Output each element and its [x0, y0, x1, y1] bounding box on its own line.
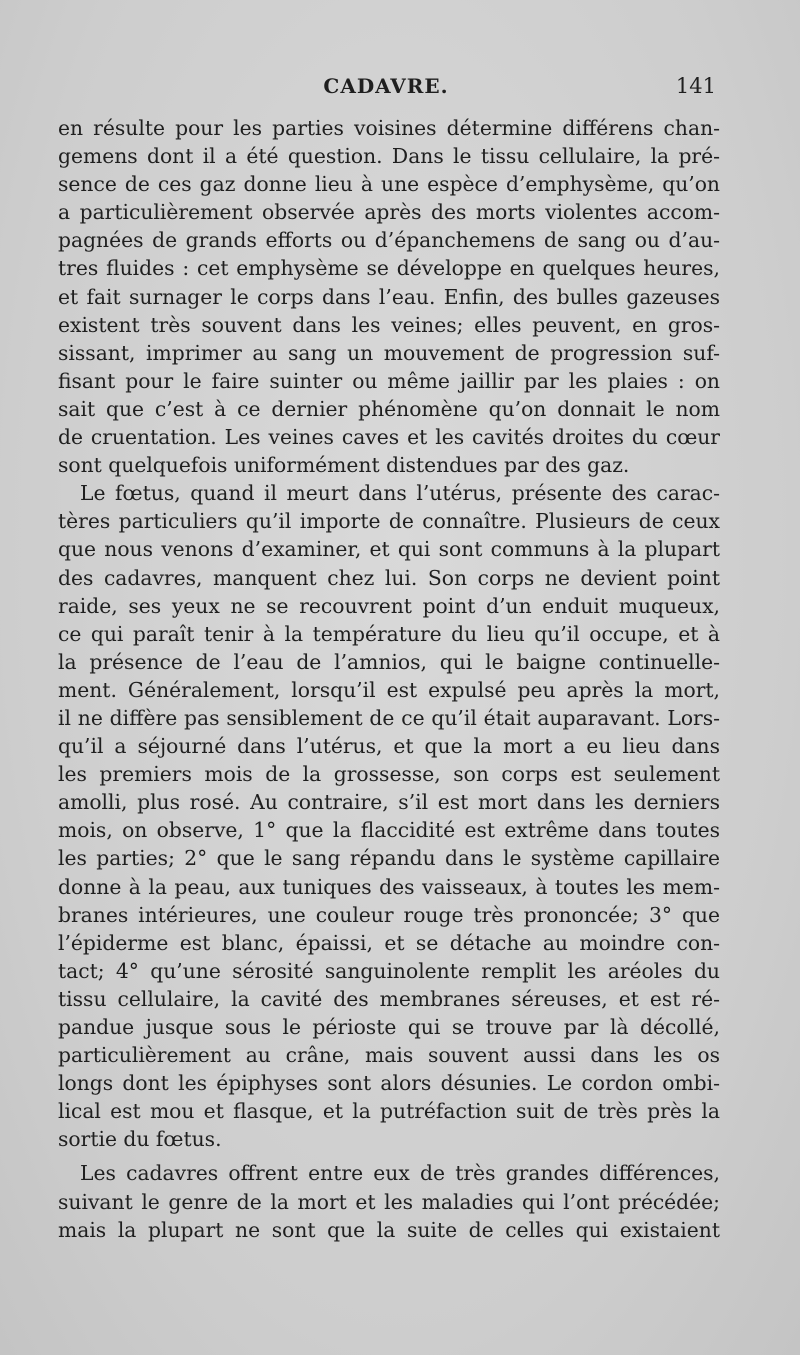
text-line: que nous venons d’examiner, et qui sont communs à la plupart [58, 537, 720, 562]
text-line: de cruentation. Les veines caves et les cavités droites du cœur [58, 425, 720, 450]
text-line: donne à la peau, aux tuniques des vaisseaux, à toutes les mem- [58, 874, 720, 899]
text-line: amolli, plus rosé. Au contraire, s’il est mort dans les derniers [58, 790, 720, 815]
text-line: Les cadavres offrent entre eux de très grandes différences, [80, 1161, 720, 1186]
text-line: en résulte pour les parties voisines détermine différens chan- [58, 116, 720, 140]
text-line: pagnées de grands efforts ou d’épanchemens de sang ou d’au- [58, 228, 720, 253]
text-line: tact; 4° qu’une sérosité sanguinolente remplit les aréoles du [58, 958, 720, 983]
text-line: lical est mou et flasque, et la putréfaction suit de très près la [58, 1099, 720, 1124]
text-line: il ne diffère pas sensiblement de ce qu’il était auparavant. Lors- [58, 705, 720, 730]
text-line: sait que c’est à ce dernier phénomène qu’on donnait le nom [58, 396, 720, 421]
text-line: ment. Généralement, lorsqu’il est expulsé peu après la mort, [58, 677, 720, 702]
running-head [56, 74, 716, 104]
text-line: la présence de l’eau de l’amnios, qui le baigne continuelle- [58, 649, 720, 674]
text-line: pandue jusque sous le périoste qui se trouve par là décollé, [58, 1015, 720, 1039]
text-line: tissu cellulaire, la cavité des membranes séreuses, et est ré- [58, 986, 720, 1011]
text-line: des cadavres, manquent chez lui. Son corps ne devient point [58, 565, 720, 590]
text-line: les parties; 2° que le sang répandu dans le système capillaire [58, 846, 720, 871]
text-line: sortie du fœtus. [58, 1127, 222, 1152]
text-line: mais la plupart ne sont que la suite de celles qui existaient [58, 1217, 720, 1242]
text-line: et fait surnager le corps dans l’eau. Enfin, des bulles gazeuses [58, 284, 720, 309]
text-line: suivant le genre de la mort et les maladies qui l’ont précédée; [58, 1189, 720, 1214]
text-line: l’épiderme est blanc, épaissi, et se détache au moindre con- [58, 930, 720, 955]
text-line: a particulièrement observée après des morts violentes accom- [58, 200, 720, 225]
page-number: 141 [675, 74, 716, 98]
body-text [58, 114, 720, 1244]
text-line: fisant pour le faire suinter ou même jaillir par les plaies : on [58, 368, 720, 393]
text-line: les premiers mois de la grossesse, son corps est seulement [58, 762, 720, 787]
text-line: tres fluides : cet emphysème se développe en quelques heures, [58, 256, 720, 281]
text-line: sissant, imprimer au sang un mouvement de progression suf- [58, 340, 720, 365]
text-line: qu’il a séjourné dans l’utérus, et que la mort a eu lieu dans [58, 734, 720, 759]
text-line: sence de ces gaz donne lieu à une espèce d’emphysème, qu’on [58, 172, 720, 197]
text-line: longs dont les épiphyses sont alors désunies. Le cordon ombi- [58, 1071, 720, 1096]
text-line: sont quelquefois uniformément distendues par des gaz. [58, 453, 630, 478]
text-line: existent très souvent dans les veines; elles peuvent, en gros- [58, 312, 720, 337]
text-line: gemens dont il a été question. Dans le tissu cellulaire, la pré- [58, 144, 720, 169]
text-line: mois, on observe, 1° que la flaccidité est extrême dans toutes [58, 818, 720, 843]
text-line: ce qui paraît tenir à la température du lieu qu’il occupe, et à [58, 621, 720, 646]
text-line: Le fœtus, quand il meurt dans l’utérus, présente des carac- [80, 481, 720, 506]
text-line: tères particuliers qu’il importe de connaître. Plusieurs de ceux [58, 509, 720, 534]
text-line: branes intérieures, une couleur rouge très prononcée; 3° que [58, 902, 720, 927]
text-line: particulièrement au crâne, mais souvent aussi dans les os [58, 1043, 720, 1068]
text-line: raide, ses yeux ne se recouvrent point d’un enduit muqueux, [58, 593, 720, 618]
running-head-title: CADAVRE. [323, 74, 449, 98]
